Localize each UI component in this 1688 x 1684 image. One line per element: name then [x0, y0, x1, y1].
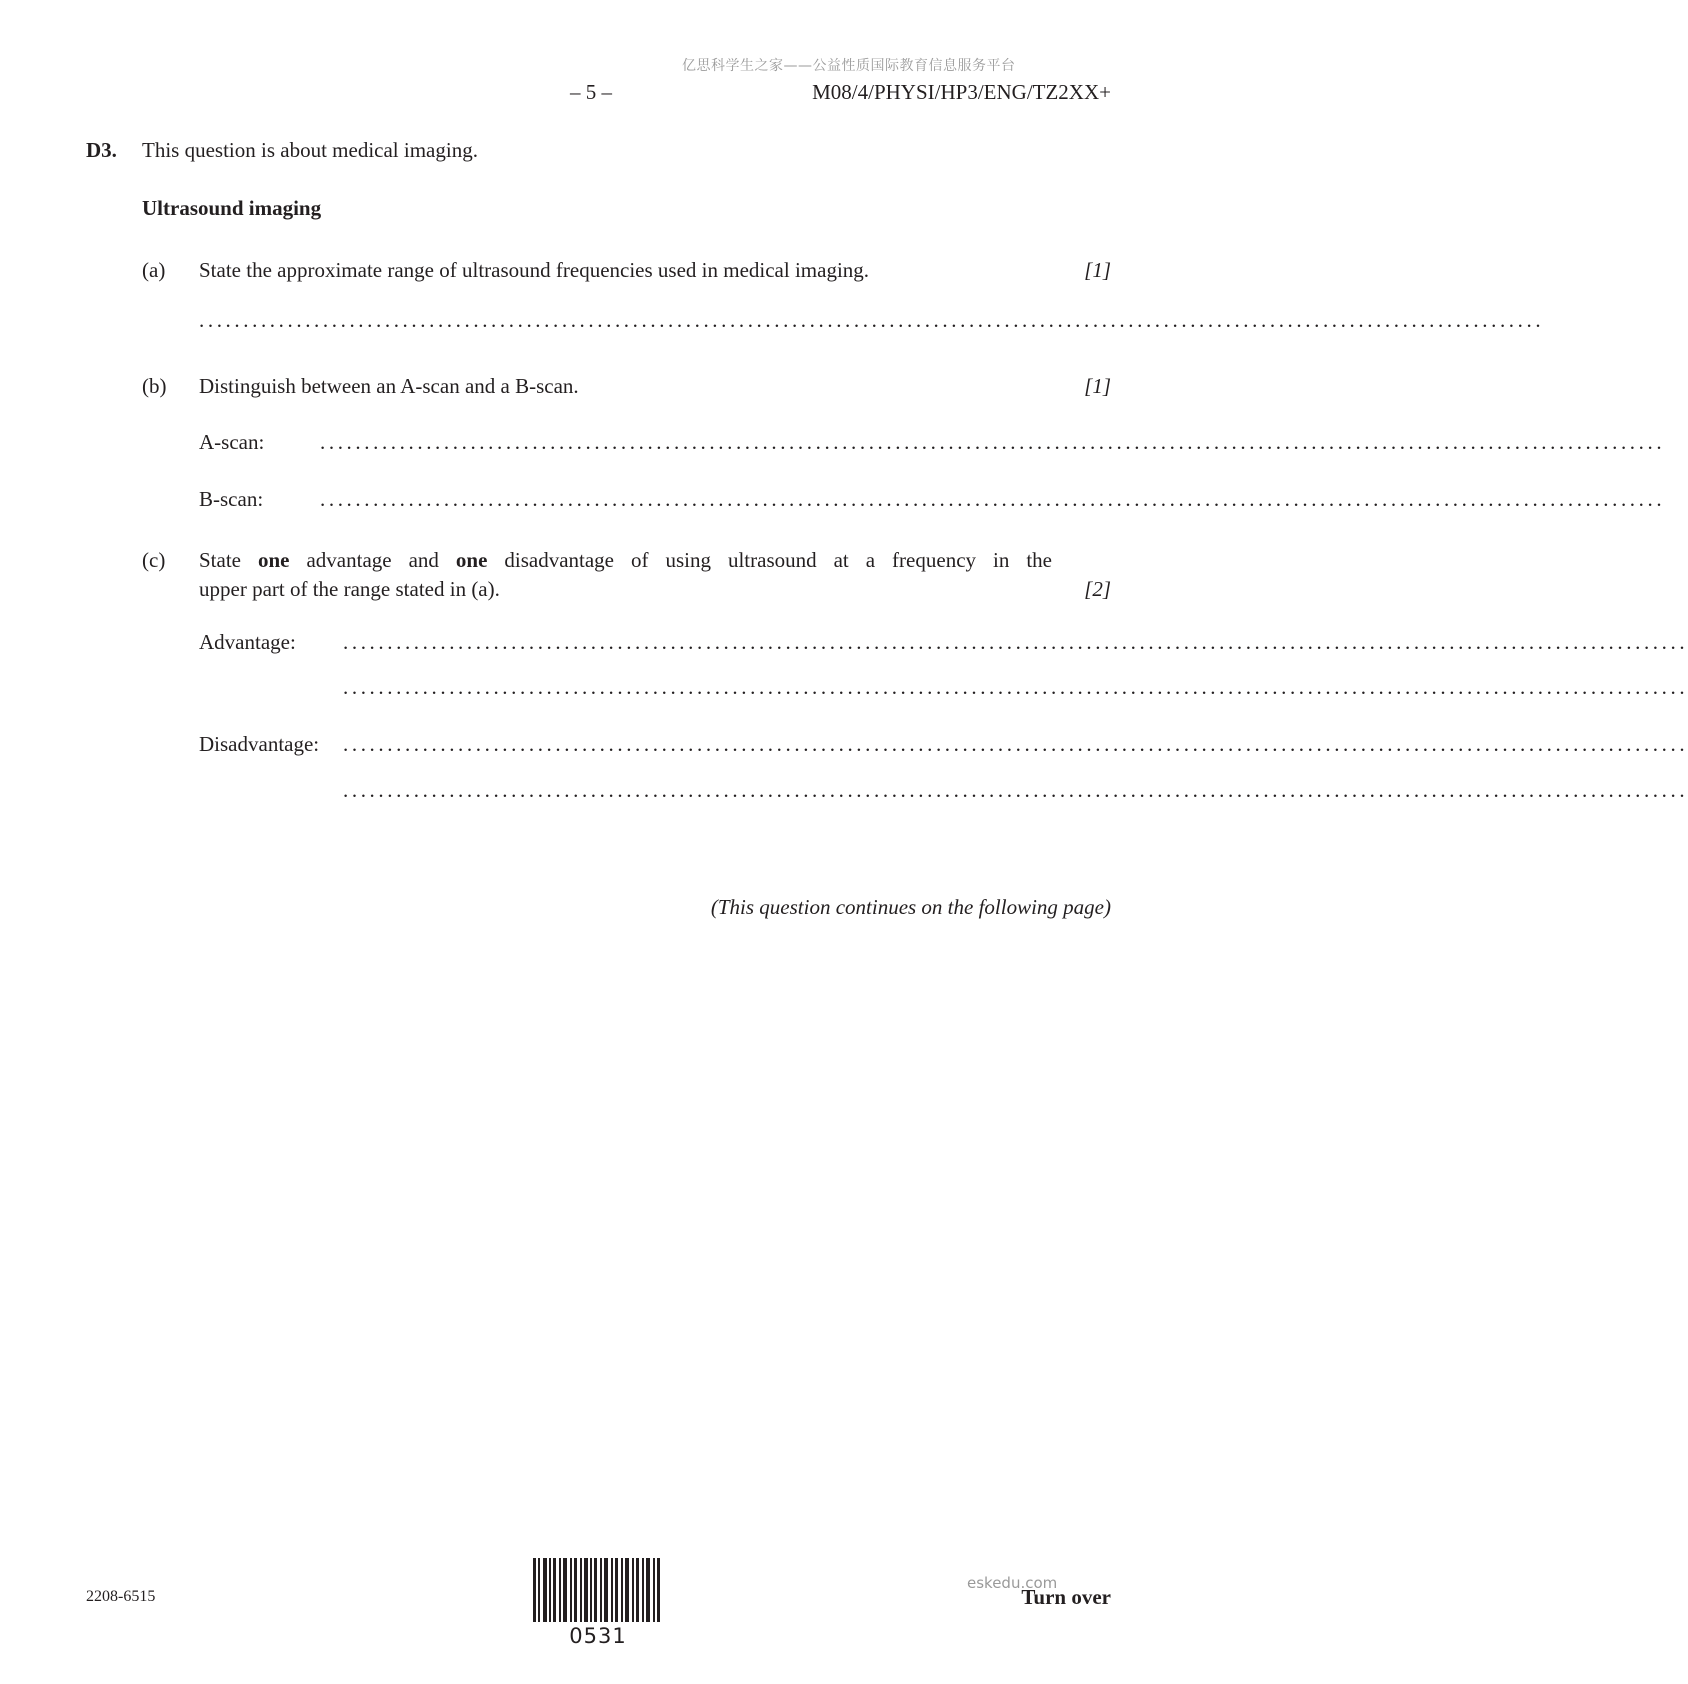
part-a-marks: [1] — [1084, 258, 1111, 282]
paper-code: M08/4/PHYSI/HP3/ENG/TZ2XX+ — [812, 80, 1111, 104]
part-c-text-line2: upper part of the range stated in (a). — [199, 577, 500, 601]
continues-note: (This question continues on the following page) — [710, 895, 1111, 919]
question-number: D3. — [86, 138, 117, 162]
part-b-text: Distinguish between an A-scan and a B-scan. — [199, 374, 579, 398]
advantage-label: Advantage: — [199, 630, 296, 654]
answer-line-advantage-1[interactable]: ........................................................................................................................................................ — [343, 630, 1688, 654]
question-intro: This question is about medical imaging. — [142, 138, 478, 162]
footer-watermark: eskedu.com — [967, 1574, 1058, 1592]
part-a-text: State the approximate range of ultrasound frequencies used in medical imaging. — [199, 258, 870, 282]
part-c-marks: [2] — [1084, 577, 1111, 601]
a-scan-label: A-scan: — [199, 430, 265, 454]
answer-line-disadvantage-2[interactable]: ........................................................................................................................................................ — [343, 778, 1688, 802]
barcode-number: 0531 — [569, 1624, 627, 1648]
part-c-text-line1: State one advantage and one disadvantage of using ultrasound at a frequency in the — [199, 548, 1052, 572]
b-scan-label: B-scan: — [199, 487, 264, 511]
answer-line-a[interactable]: ........................................................................................................................................................ — [199, 308, 1545, 332]
answer-line-disadvantage-1[interactable]: ........................................................................................................................................................ — [343, 732, 1688, 756]
answer-line-b-scan[interactable]: ........................................................................................................................................................ — [320, 487, 1666, 511]
answer-line-advantage-2[interactable]: ........................................................................................................................................................ — [343, 675, 1688, 699]
part-a-label: (a) — [142, 258, 166, 282]
header-watermark: 亿思科学生之家——公益性质国际教育信息服务平台 — [682, 58, 1016, 74]
answer-line-a-scan[interactable]: ........................................................................................................................................................ — [320, 430, 1666, 454]
footer-code: 2208-6515 — [86, 1588, 156, 1605]
barcode-icon — [533, 1558, 663, 1622]
section-title: Ultrasound imaging — [142, 196, 322, 220]
part-b-marks: [1] — [1084, 374, 1111, 398]
disadvantage-label: Disadvantage: — [199, 732, 320, 756]
page-number: – 5 – — [570, 80, 612, 104]
turn-over-label: Turn over — [1021, 1585, 1111, 1609]
part-b-label: (b) — [142, 374, 167, 398]
part-c-label: (c) — [142, 548, 166, 572]
